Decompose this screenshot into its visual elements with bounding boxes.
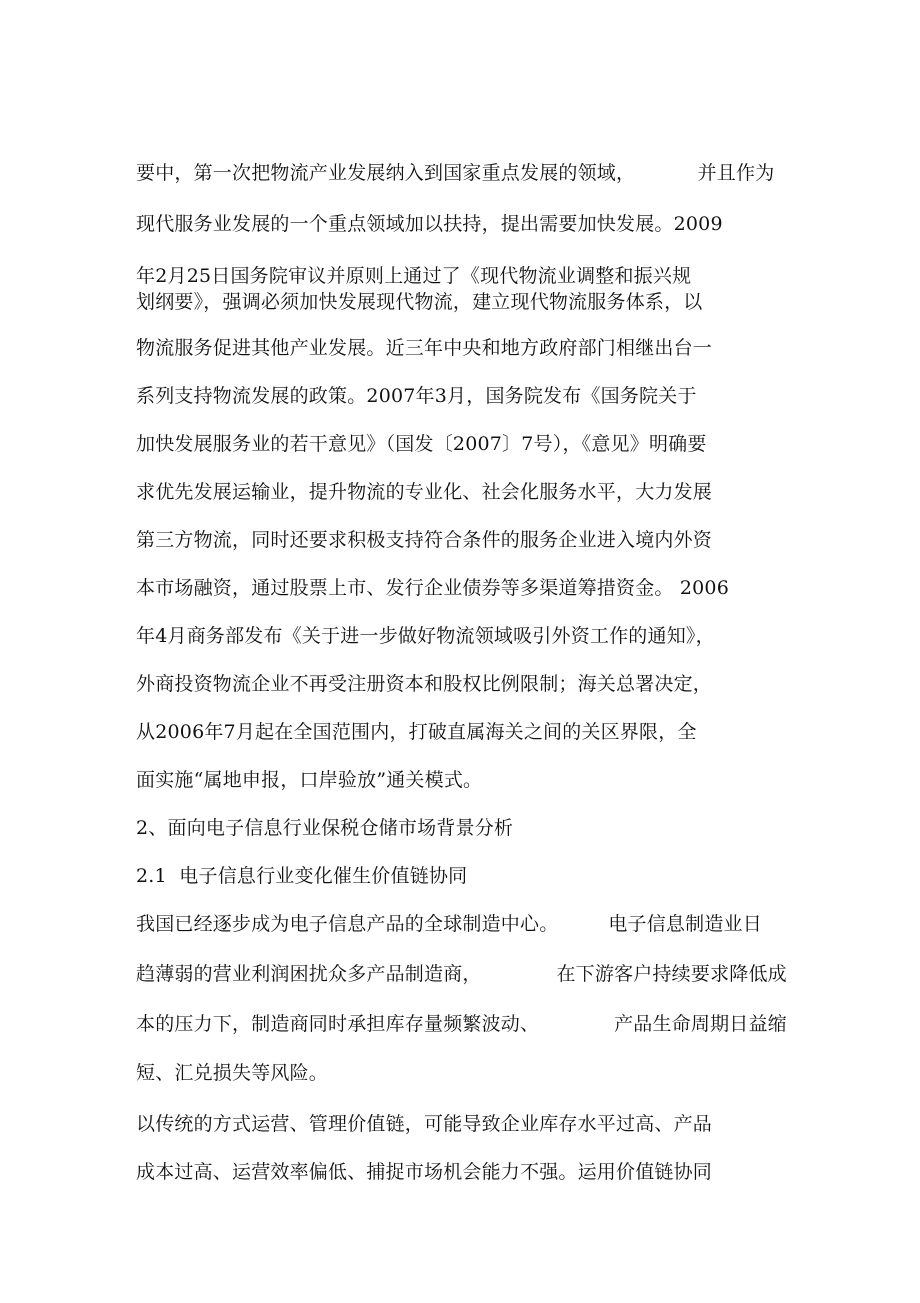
text-line: 外商投资物流企业不再受注册资本和股权比例限制；海关总署决定， — [136, 673, 713, 695]
text-line: 我国已经逐步成为电子信息产品的全球制造中心。 电子信息制造业日 — [136, 913, 762, 935]
text-line: 本市场融资，通过股票上市、发行企业债券等多渠道筹措资金。 2006 — [136, 577, 729, 599]
text-line: 划纲要》，强调必须加快发展现代物流，建立现代物流服务体系，以 — [136, 291, 703, 313]
text-line: 年2月25日国务院审议并原则上通过了《现代物流业调整和振兴规 — [136, 265, 692, 287]
text-line: 以传统的方式运营、管理价值链，可能导致企业库存水平过高、产品 — [136, 1113, 713, 1135]
text-line: 趋薄弱的营业利润困扰众多产品制造商， 在下游客户持续要求降低成 — [136, 963, 787, 985]
text-line: 年4月商务部发布《关于进一步做好物流领域吸引外资工作的通知》， — [136, 625, 715, 647]
text-line: 短、汇兑损失等风险。 — [136, 1062, 329, 1084]
subsection-heading: 2.1 电子信息行业变化催生价值链协同 — [136, 865, 468, 887]
text-line: 加快发展服务业的若干意见》（国发〔2007〕7号），《意见》明确要 — [136, 433, 707, 455]
text-line: 第三方物流，同时还要求积极支持符合条件的服务企业进入境内外资 — [136, 529, 713, 551]
text-line: 要中，第一次把物流产业发展纳入到国家重点发展的领域， 并且作为 — [136, 162, 775, 184]
text-line: 成本过高、运营效率偏低、捕捉市场机会能力不强。运用价值链协同 — [136, 1161, 713, 1183]
text-line: 系列支持物流发展的政策。2007年3月，国务院发布《国务院关于 — [136, 385, 697, 407]
text-line: 本的压力下，制造商同时承担库存量频繁波动、 产品生命周期日益缩 — [136, 1013, 787, 1035]
text-line: 物流服务促进其他产业发展。近三年中央和地方政府部门相继出台一 — [136, 337, 713, 359]
section-heading: 2、面向电子信息行业保税仓储市场背景分析 — [136, 817, 514, 839]
text-line: 现代服务业发展的一个重点领域加以扶持，提出需要加快发展。2009 — [136, 213, 723, 235]
text-line: 面实施“属地申报，口岸验放”通关模式。 — [136, 769, 483, 791]
text-line: 从2006年7月起在全国范围内，打破直属海关之间的关区界限，全 — [136, 721, 697, 743]
text-line: 求优先发展运输业，提升物流的专业化、社会化服务水平，大力发展 — [136, 481, 713, 503]
